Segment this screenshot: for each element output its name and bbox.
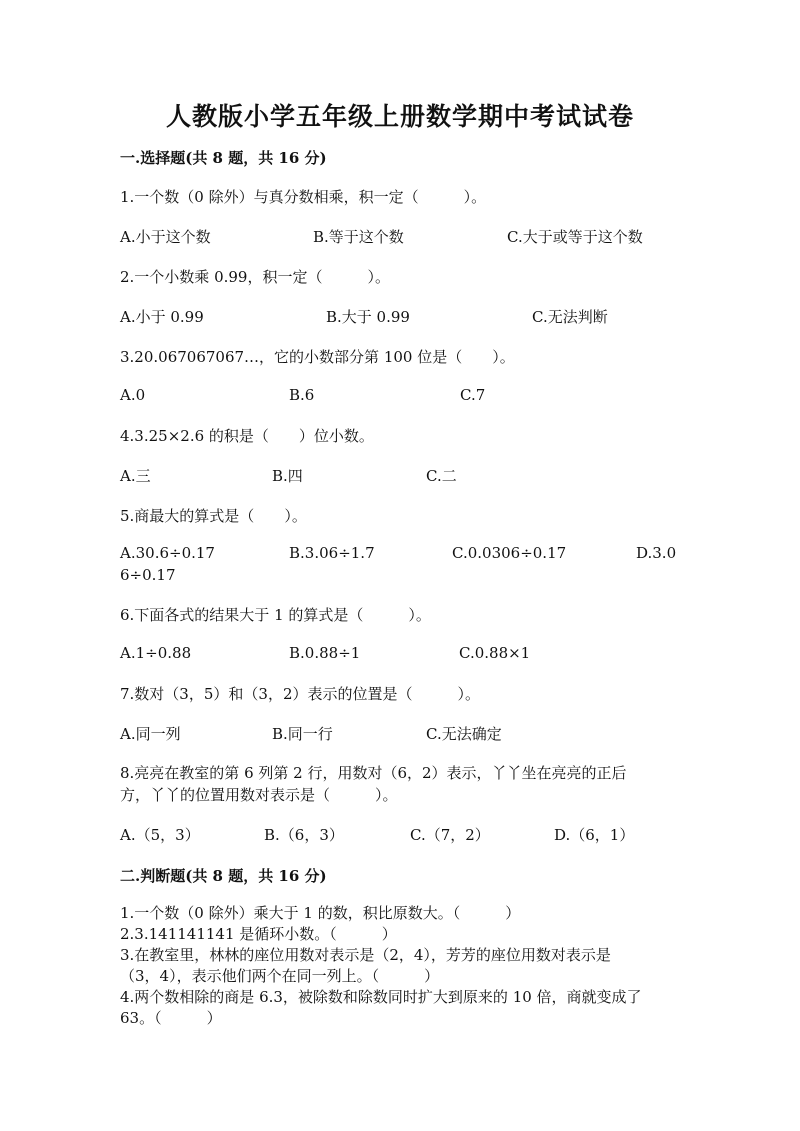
option-c: C.7 <box>460 386 486 404</box>
option-row <box>120 306 690 328</box>
option-a: A.同一列 <box>120 725 181 743</box>
judge-item: 4.两个数相除的商是 6.3，被除数和除数同时扩大到原来的 10 倍，商就变成了 <box>120 988 642 1006</box>
section-heading-judge: 二.判断题(共 8 题，共 16 分) <box>120 867 327 885</box>
question-stem: 5.商最大的算式是（ ）。 <box>120 507 307 525</box>
option-a: A.（5，3） <box>120 826 200 844</box>
option-c: C.（7，2） <box>410 826 490 844</box>
option-d: D.（6，1） <box>554 826 635 844</box>
section-heading-choice: 一.选择题(共 8 题，共 16 分) <box>120 149 327 167</box>
option-a: A.小于这个数 <box>120 228 211 246</box>
option-row <box>120 386 690 408</box>
option-row <box>120 226 690 248</box>
question-stem: 6.下面各式的结果大于 1 的算式是（ ）。 <box>120 606 431 624</box>
option-b: B.3.06÷1.7 <box>289 544 375 562</box>
option-b: B.6 <box>289 386 315 404</box>
option-b: B.同一行 <box>272 725 333 743</box>
option-a: A.三 <box>120 467 151 485</box>
question-stem-line1: 8.亮亮在教室的第 6 列第 2 行，用数对（6，2）表示，丫丫坐在亮亮的正后 <box>120 764 627 782</box>
option-a: A.小于 0.99 <box>120 308 204 326</box>
judge-item-cont: （3，4），表示他们两个在同一列上。（ ） <box>120 967 440 985</box>
option-row <box>120 465 690 487</box>
option-c: C.无法判断 <box>532 308 608 326</box>
judge-item: 2.3.141141141 是循环小数。（ ） <box>120 925 397 943</box>
option-d: D.3.0 <box>636 544 677 562</box>
question-stem: 7.数对（3，5）和（3，2）表示的位置是（ ）。 <box>120 685 480 703</box>
option-row <box>120 544 690 566</box>
exam-title: 人教版小学五年级上册数学期中考试试卷 <box>165 102 634 131</box>
option-b: B.等于这个数 <box>313 228 404 246</box>
option-a: A.0 <box>120 386 146 404</box>
option-a: A.1÷0.88 <box>120 644 192 662</box>
question-stem: 3.20.067067067…，它的小数部分第 100 位是（ ）。 <box>120 348 515 366</box>
option-c: C.0.0306÷0.17 <box>452 544 567 562</box>
judge-item: 3.在教室里，林林的座位用数对表示是（2，4），芳芳的座位用数对表示是 <box>120 946 611 964</box>
question-stem-line2: 方，丫丫的位置用数对表示是（ ）。 <box>120 786 398 804</box>
question-stem: 1.一个数（0 除外）与真分数相乘，积一定（ ）。 <box>120 188 487 206</box>
option-row <box>120 644 690 666</box>
option-c: C.0.88×1 <box>459 644 531 662</box>
option-row <box>120 723 690 745</box>
option-d-wrap: 6÷0.17 <box>120 566 176 584</box>
question-stem: 4.3.25×2.6 的积是（ ）位小数。 <box>120 427 374 445</box>
option-b: B.0.88÷1 <box>289 644 361 662</box>
option-b: B.大于 0.99 <box>326 308 410 326</box>
judge-item-cont: 63。（ ） <box>120 1009 222 1027</box>
option-c: C.无法确定 <box>426 725 502 743</box>
judge-item: 1.一个数（0 除外）乘大于 1 的数，积比原数大。（ ） <box>120 904 521 922</box>
option-c: C.大于或等于这个数 <box>507 228 643 246</box>
option-c: C.二 <box>426 467 457 485</box>
option-b: B.四 <box>272 467 303 485</box>
option-row <box>120 824 690 846</box>
option-a: A.30.6÷0.17 <box>120 544 215 562</box>
question-stem: 2.一个小数乘 0.99，积一定（ ）。 <box>120 268 390 286</box>
option-b: B.（6，3） <box>264 826 344 844</box>
